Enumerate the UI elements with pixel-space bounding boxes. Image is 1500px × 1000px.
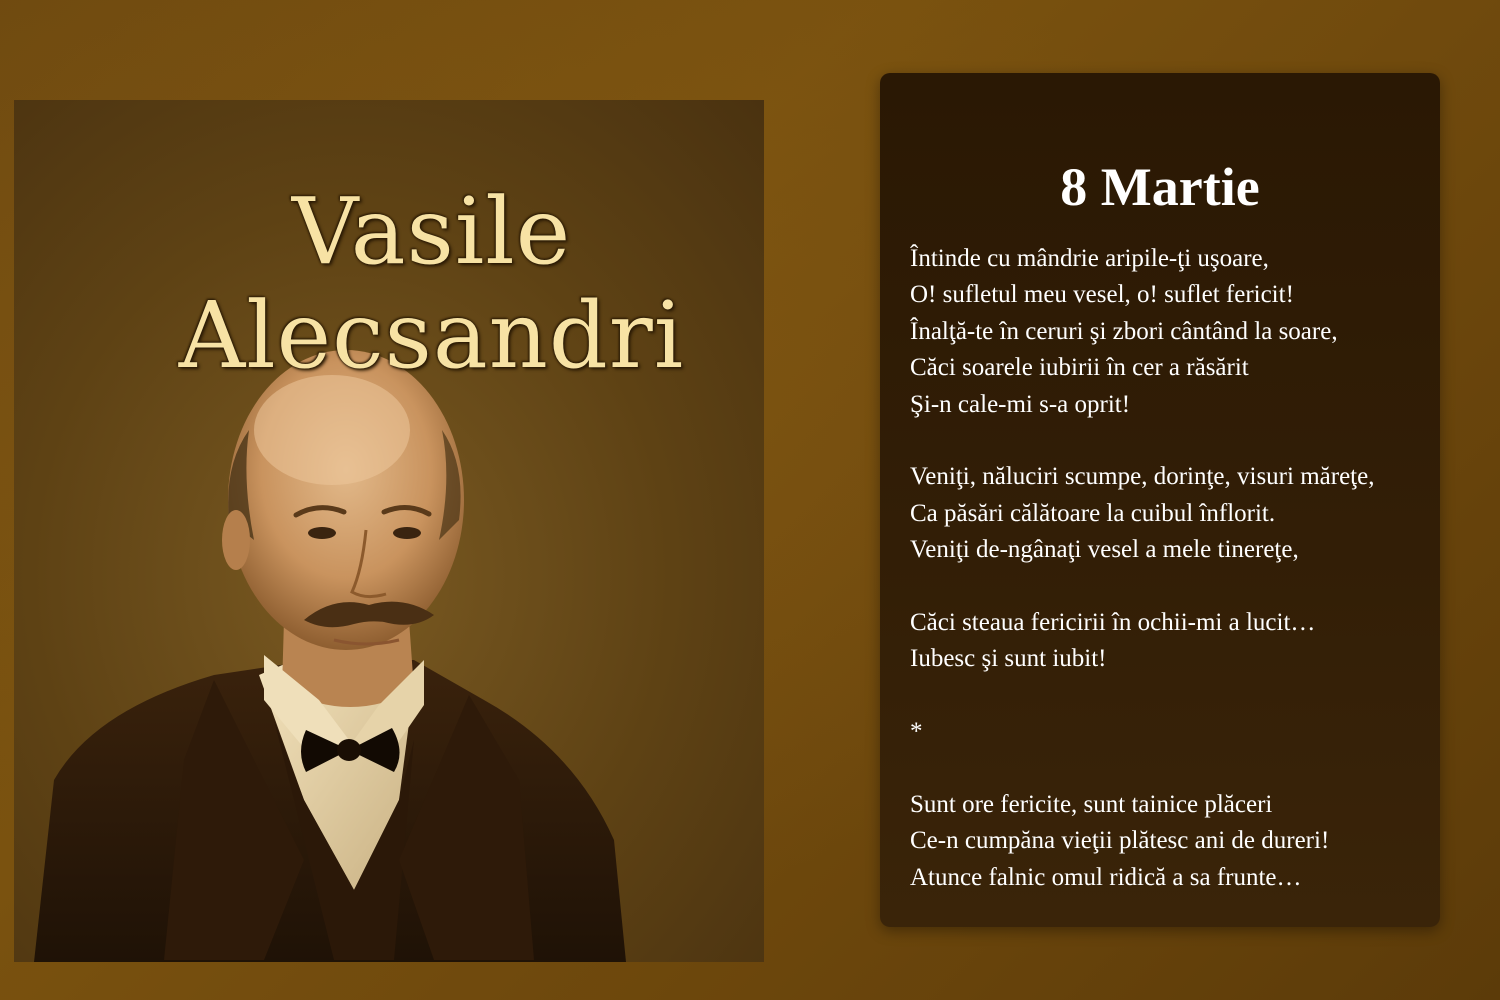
poem-line: Înalţă-te în ceruri şi zbori cântând la soare, <box>910 317 1338 345</box>
poem-line: Ce-n cumpăna vieţii plătesc ani de dureri! <box>910 827 1330 855</box>
stanza-gap <box>910 423 1430 459</box>
poem-card <box>880 73 1440 927</box>
portrait-panel <box>14 100 764 962</box>
stanza-gap <box>910 678 1430 714</box>
poem-line: Căci steaua fericirii în ochii-mi a lucit… <box>910 608 1316 636</box>
poem-body <box>910 241 1430 896</box>
poem-title: 8 Martie <box>1060 157 1260 217</box>
poem-line: Întinde cu mândrie aripile-ţi uşoare, <box>910 245 1269 272</box>
poem-line: O! sufletul meu vesel, o! suflet fericit! <box>910 281 1294 309</box>
poet-name <box>14 180 764 388</box>
poem-separator: * <box>910 718 923 746</box>
stanza-gap <box>910 569 1430 605</box>
poet-first-name: Vasile <box>291 178 572 285</box>
poem-line: Atunce falnic omul ridică a sa frunte… <box>910 863 1302 891</box>
poem-line: Căci soarele iubirii în cer a răsărit <box>910 354 1249 382</box>
poet-last-name: Alecsandri <box>178 282 685 389</box>
poem-line: Sunt ore fericite, sunt tainice plăceri <box>910 790 1273 818</box>
poem-line: Şi-n cale-mi s-a oprit! <box>910 390 1131 418</box>
poem-line: Veniţi de-ngânaţi vesel a mele tinereţe, <box>910 536 1299 564</box>
poem-line: Veniţi, năluciri scumpe, dorinţe, visuri măreţe, <box>910 463 1375 491</box>
poem-line: Iubesc şi sunt iubit! <box>910 645 1107 673</box>
stanza-gap <box>910 750 1430 786</box>
poem-line: Ca păsări călătoare la cuibul înflorit. <box>910 499 1276 527</box>
